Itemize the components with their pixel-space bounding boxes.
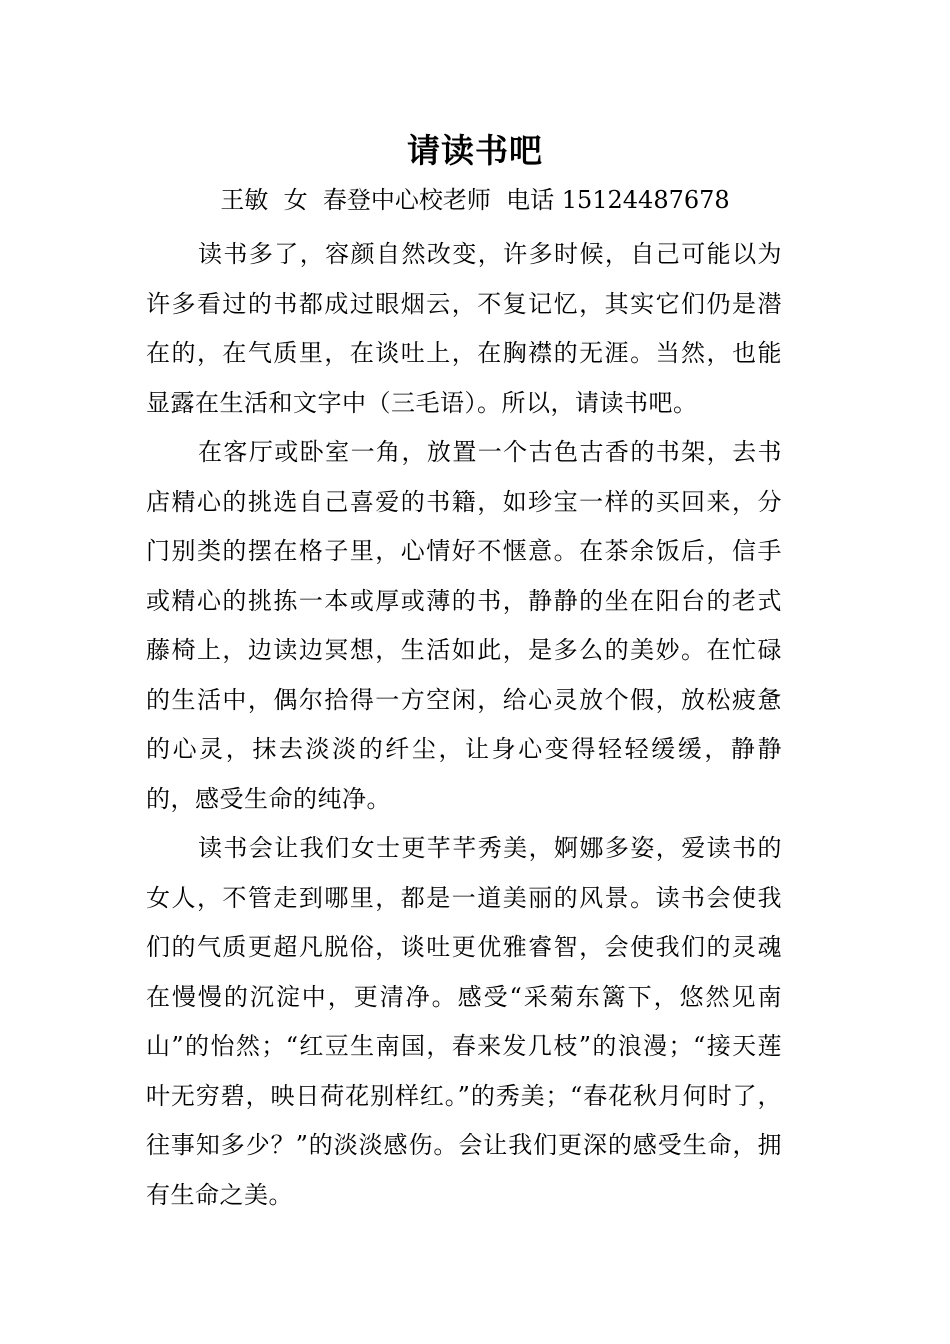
paragraph-3: 读书会让我们女士更芊芊秀美，婀娜多姿，爱读书的女人，不管走到哪里，都是一道美丽的风景。读书会使我们的气质更超凡脱俗，谈吐更优雅睿智，会使我们的灵魂在慢慢的沉淀中，更清净。感受“采菊东篱下，悠然见南山”的怡然；“红豆生南国，春来发几枝”的浪漫；“接天莲叶无穷碧，映日荷花别样红。”的秀美；“春花秋月何时了，往事知多少？”的淡淡感伤。会让我们更深的感受生命，拥有生命之美。: [146, 834, 782, 1209]
paragraph-1: 读书多了，容颜自然改变，许多时候，自己可能以为许多看过的书都成过眼烟云，不复记忆，其实它们仍是潜在的，在气质里，在谈吐上，在胸襟的无涯。当然，也能显露在生活和文字中（三毛语）。所以，请读书吧。: [146, 240, 782, 417]
author-line: 王敏 女 春登中心校老师 电话 15124487678: [220, 186, 730, 214]
document-title: 请读书吧: [407, 131, 543, 170]
paragraph-2: 在客厅或卧室一角，放置一个古色古香的书架，去书店精心的挑选自己喜爱的书籍，如珍宝一样的买回来，分门别类的摆在格子里，心情好不惬意。在茶余饭后，信手或精心的挑拣一本或厚或薄的书，静静的坐在阳台的老式藤椅上，边读边冥想，生活如此，是多么的美妙。在忙碌的生活中，偶尔拾得一方空闲，给心灵放个假，放松疲惫的心灵，抹去淡淡的纤尘，让身心变得轻轻缓缓，静静的，感受生命的纯净。: [146, 438, 782, 813]
document-body: [146, 230, 782, 1220]
